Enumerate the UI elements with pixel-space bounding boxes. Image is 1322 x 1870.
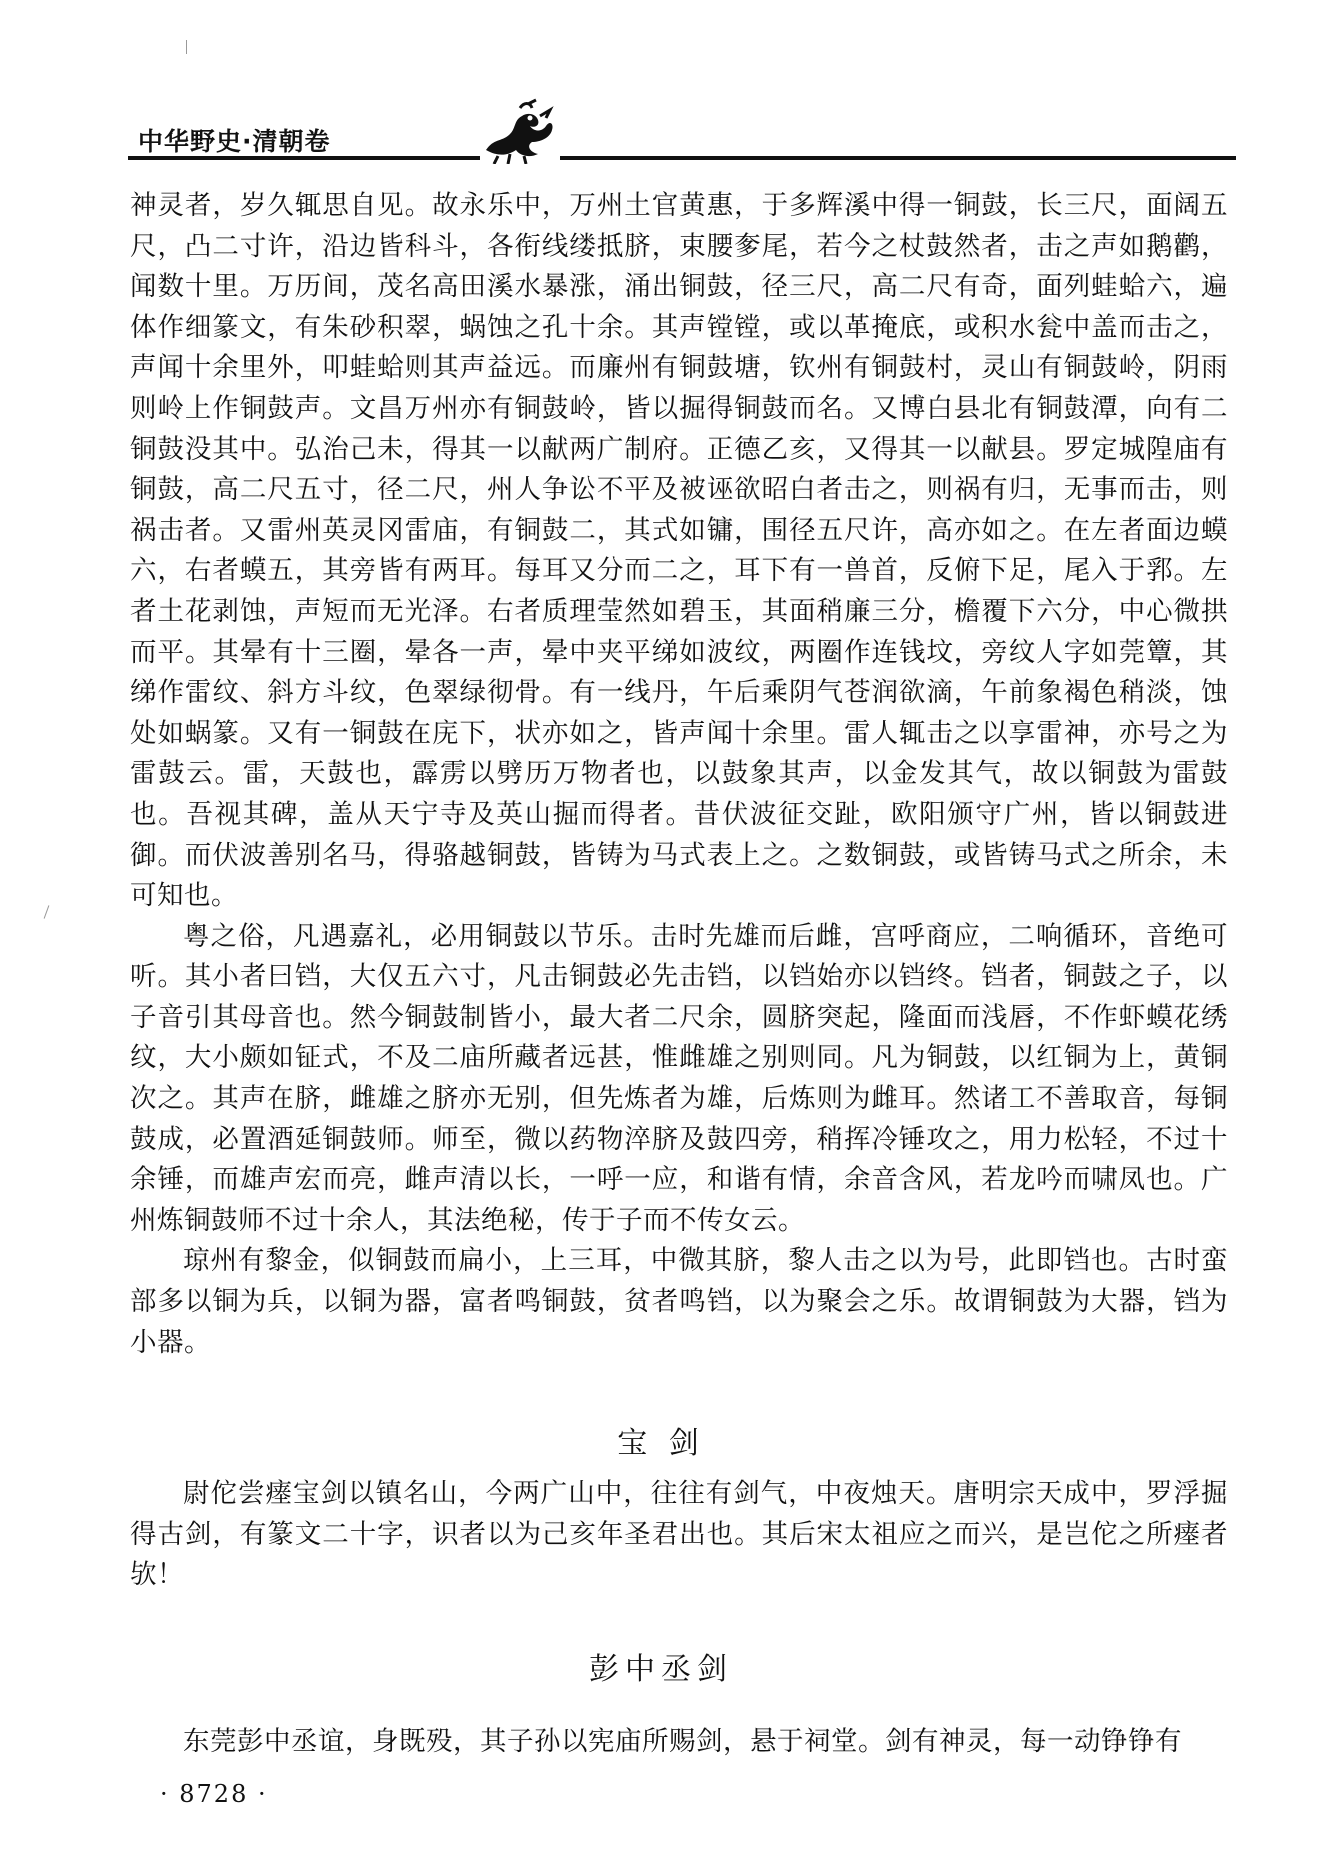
section-title: 宝 剑 bbox=[617, 1426, 705, 1461]
paragraph: 琼州有黎金，似铜鼓而扁小，上三耳，中微其脐，黎人击之以为号，此即铛也。古时蛮部多以铜为兵，以铜为器，富者鸣铜鼓，贫者鸣铛，以为聚会之乐。故谓铜鼓为大器，铛为小器。 bbox=[130, 1245, 1228, 1358]
paragraph: 东莞彭中丞谊，身既殁，其子孙以宪庙所赐剑，悬于祠堂。剑有神灵，每一动铮铮有 bbox=[183, 1726, 1182, 1757]
paragraph: 尉佗尝瘗宝剑以镇名山，今两广山中，往往有剑气，中夜烛天。唐明宗天成中，罗浮掘得古剑，有篆文二十字，识者以为己亥年圣君出也。其后宋太祖应之而兴，是岂佗之所瘗者欤！ bbox=[130, 1478, 1228, 1591]
section-body bbox=[130, 1474, 1228, 1596]
section-title: 彭中丞剑 bbox=[589, 1652, 733, 1687]
header-rule bbox=[128, 156, 1236, 160]
main-text bbox=[130, 186, 1228, 1363]
section-body bbox=[130, 1722, 1228, 1763]
dragon-emblem-icon bbox=[480, 98, 560, 164]
page-number: · 8728 · bbox=[160, 1780, 268, 1808]
scan-mark bbox=[44, 905, 50, 918]
book-title: 中华野史·清朝卷 bbox=[138, 127, 331, 156]
paragraph: 粤之俗，凡遇嘉礼，必用铜鼓以节乐。击时先雄而后雌，宫呼商应，二响循环，音绝可听。其小者曰铛，大仅五六寸，凡击铜鼓必先击铛，以铛始亦以铛终。铛者，铜鼓之子，以子音引其母音也。然今铜鼓制皆小，最大者二尺余，圆脐突起，隆面而浅唇，不作虾蟆花绣纹，大小颇如钲式，不及二庙所藏者远甚，惟雌雄之别则同。凡为铜鼓，以红铜为上，黄铜次之。其声在脐，雌雄之脐亦无别，但先炼者为雄，后炼则为雌耳。然诸工不善取音，每铜鼓成，必置酒延铜鼓师。师至，微以药物淬脐及鼓四旁，稍挥冷锤攻之，用力松轻，不过十余锤，而雄声宏而亮，雌声清以长，一呼一应，和谐有情，余音含风，若龙吟而啸凤也。广州炼铜鼓师不过十余人，其法绝秘，传于子而不传女云。 bbox=[130, 920, 1228, 1236]
scan-mark bbox=[186, 40, 187, 54]
paragraph: 神灵者，岁久辄思自见。故永乐中，万州土官黄惠，于多辉溪中得一铜鼓，长三尺，面阔五尺，凸二寸许，沿边皆科斗，各衔线缕抵脐，束腰奓尾，若今之杖鼓然者，击之声如鹅鹳，闻数十里。万历间，茂名高田溪水暴涨，涌出铜鼓，径三尺，高二尺有奇，面列蛙蛤六，遍体作细篆文，有朱砂积翠，蜗蚀之孔十余。其声镗镗，或以革掩底，或积水瓮中盖而击之，声闻十余里外，叩蛙蛤则其声益远。而廉州有铜鼓塘，钦州有铜鼓村，灵山有铜鼓岭，阴雨则岭上作铜鼓声。文昌万州亦有铜鼓岭，皆以掘得铜鼓而名。又博白县北有铜鼓潭，向有二铜鼓没其中。弘治己未，得其一以献两广制府。正德乙亥，又得其一以献县。罗定城隍庙有铜鼓，高二尺五寸，径二尺，州人争讼不平及被诬欲昭白者击之，则祸有归，无事而击，则祸击者。又雷州英灵冈雷庙，有铜鼓二，其式如镛，围径五尺许，高亦如之。在左者面边蟆六，右者蟆五，其旁皆有两耳。每耳又分而二之，耳下有一兽首，反俯下足，尾入于郛。左者土花剥蚀，声短而无光泽。右者质理莹然如碧玉，其面稍廉三分，檐覆下六分，中心微拱而平。其晕有十三圈，晕各一声，晕中夹平绨如波纹，两圈作连钱坟，旁纹人字如莞簟，其绨作雷纹、斜方斗纹，色翠绿彻骨。有一线丹，午后乘阴气苍润欲滴，午前象褐色稍淡，蚀处如蜗篆。又有一铜鼓在庑下，状亦如之，皆声闻十余里。雷人辄击之以享雷神，亦号之为雷鼓云。雷，天鼓也，霹雳以劈历万物者也，以鼓象其声，以金发其气，故以铜鼓为雷鼓也。吾视其碑，盖从天宁寺及英山掘而得者。昔伏波征交趾，欧阳颁守广州，皆以铜鼓进御。而伏波善别名马，得骆越铜鼓，皆铸为马式表上之。之数铜鼓，或皆铸马式之所余，未可知也。 bbox=[130, 190, 1228, 912]
running-header bbox=[128, 108, 1236, 168]
